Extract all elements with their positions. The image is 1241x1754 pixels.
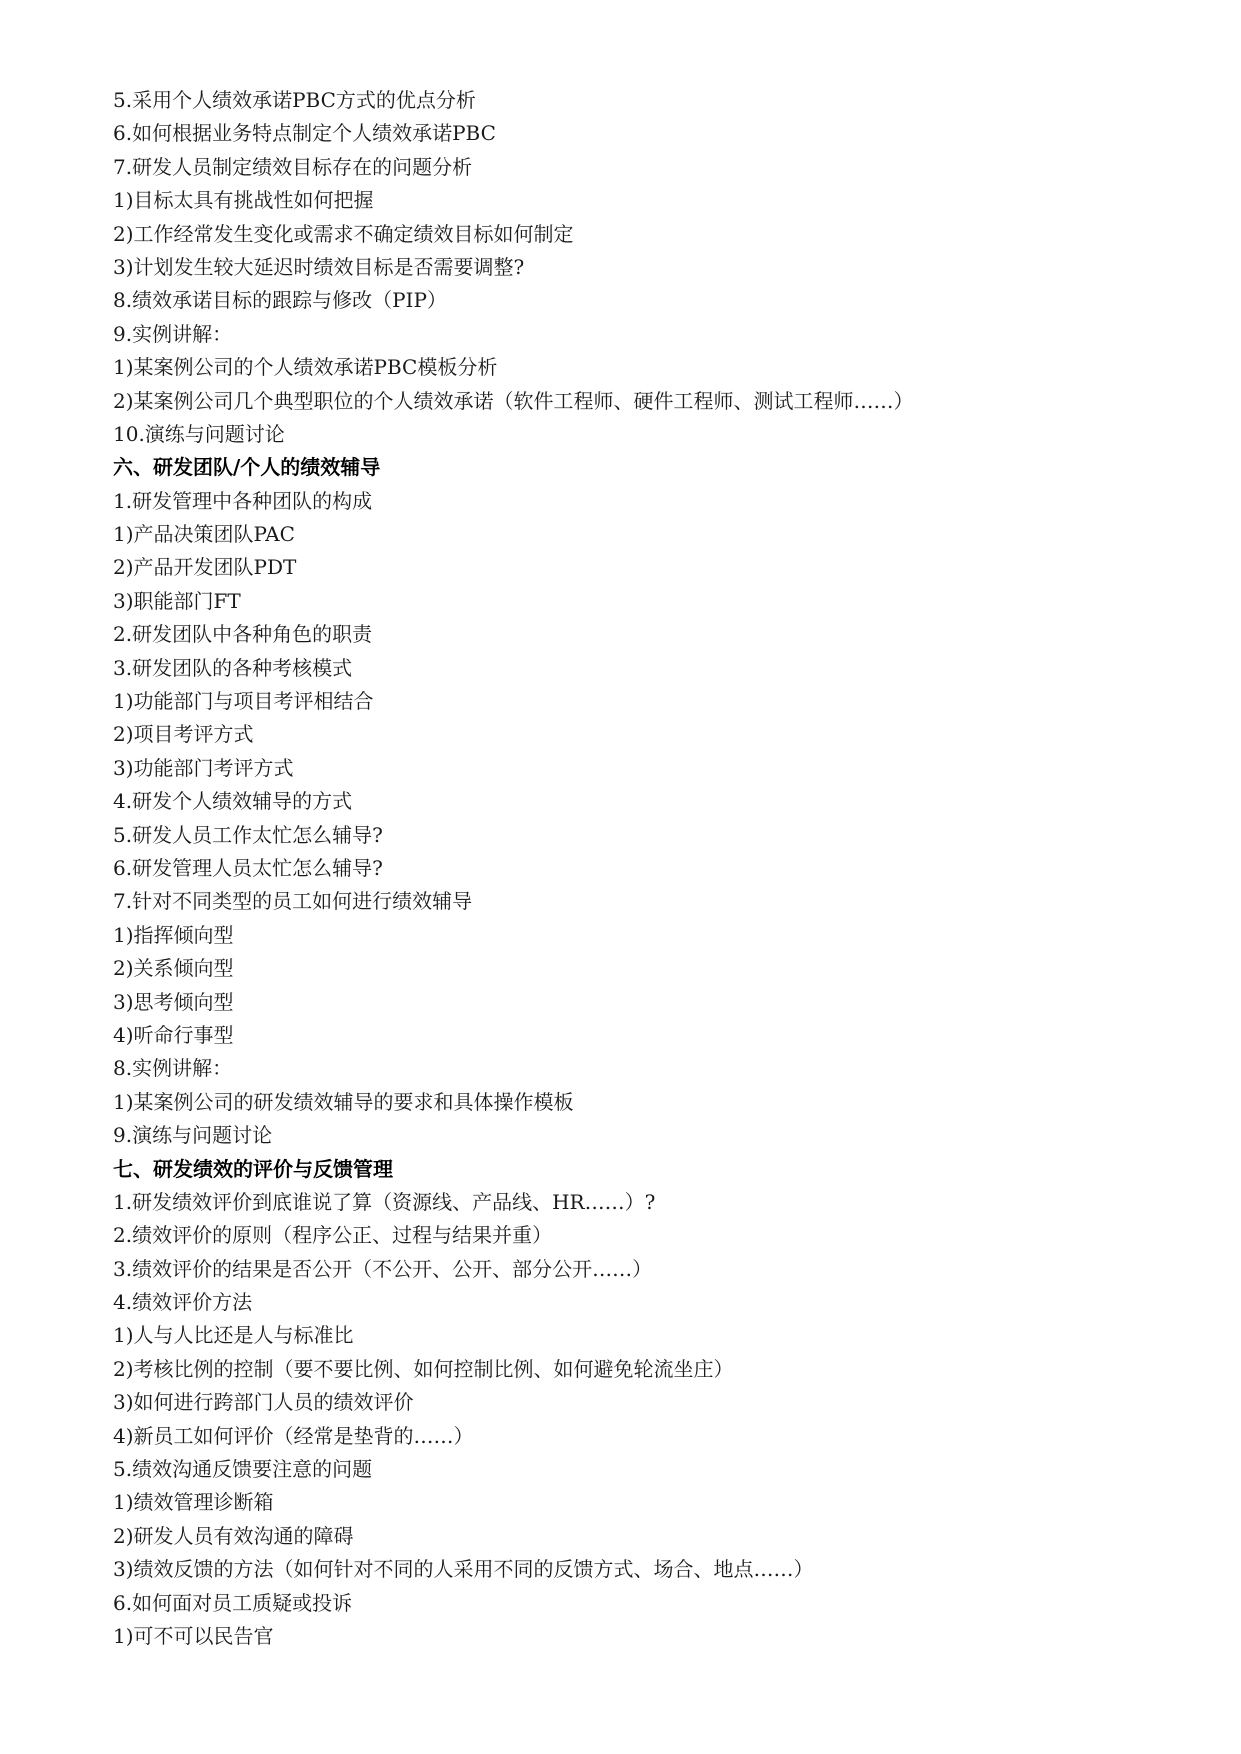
outline-item: 2)产品开发团队PDT <box>113 555 297 580</box>
outline-item: 1)产品决策团队PAC <box>113 522 295 547</box>
outline-item: 2)研发人员有效沟通的障碍 <box>113 1523 354 1548</box>
outline-item: 6.研发管理人员太忙怎么辅导? <box>113 855 383 880</box>
section-heading: 六、研发团队/个人的绩效辅导 <box>113 455 381 480</box>
outline-item: 2.研发团队中各种角色的职责 <box>113 622 373 647</box>
outline-item: 3)功能部门考评方式 <box>113 755 294 780</box>
outline-item: 1.研发管理中各种团队的构成 <box>113 488 373 513</box>
outline-item: 4)听命行事型 <box>113 1022 234 1047</box>
outline-item: 3)职能部门FT <box>113 588 241 613</box>
document-body <box>113 84 1153 1653</box>
outline-item: 3)绩效反馈的方法（如何针对不同的人采用不同的反馈方式、场合、地点……） <box>113 1557 814 1582</box>
outline-item: 1)某案例公司的个人绩效承诺PBC模板分析 <box>113 355 498 380</box>
outline-item: 4.研发个人绩效辅导的方式 <box>113 789 353 814</box>
outline-item: 9.实例讲解： <box>113 321 233 346</box>
outline-item: 2)考核比例的控制（要不要比例、如何控制比例、如何避免轮流坐庄） <box>113 1356 734 1381</box>
outline-item: 6.如何面对员工质疑或投诉 <box>113 1590 353 1615</box>
outline-item: 8.绩效承诺目标的跟踪与修改（PIP） <box>113 288 447 313</box>
outline-item: 1)可不可以民告官 <box>113 1623 274 1648</box>
outline-item: 7.研发人员制定绩效目标存在的问题分析 <box>113 154 473 179</box>
outline-item: 9.演练与问题讨论 <box>113 1123 273 1148</box>
outline-item: 1)指挥倾向型 <box>113 922 234 947</box>
outline-item: 3)计划发生较大延迟时绩效目标是否需要调整? <box>113 254 525 279</box>
outline-item: 2)工作经常发生变化或需求不确定绩效目标如何制定 <box>113 221 574 246</box>
outline-item: 1)绩效管理诊断箱 <box>113 1490 274 1515</box>
outline-item: 5.采用个人绩效承诺PBC方式的优点分析 <box>113 88 476 112</box>
outline-item: 1.研发绩效评价到底谁说了算（资源线、产品线、HR……）? <box>113 1189 656 1214</box>
outline-item: 4)新员工如何评价（经常是垫背的……） <box>113 1423 474 1448</box>
section-heading: 七、研发绩效的评价与反馈管理 <box>113 1156 393 1181</box>
outline-item: 1)某案例公司的研发绩效辅导的要求和具体操作模板 <box>113 1089 574 1114</box>
outline-item: 2)关系倾向型 <box>113 956 234 981</box>
outline-item: 3.绩效评价的结果是否公开（不公开、公开、部分公开……） <box>113 1256 653 1281</box>
outline-item: 1)功能部门与项目考评相结合 <box>113 689 374 714</box>
outline-item: 6.如何根据业务特点制定个人绩效承诺PBC <box>113 121 496 146</box>
outline-item: 5.绩效沟通反馈要注意的问题 <box>113 1457 373 1482</box>
outline-item: 5.研发人员工作太忙怎么辅导? <box>113 822 383 847</box>
outline-item: 3.研发团队的各种考核模式 <box>113 655 353 680</box>
outline-item: 7.针对不同类型的员工如何进行绩效辅导 <box>113 889 473 914</box>
outline-item: 10.演练与问题讨论 <box>113 421 285 446</box>
outline-item: 8.实例讲解： <box>113 1056 233 1081</box>
outline-item: 2)项目考评方式 <box>113 722 254 747</box>
outline-item: 3)如何进行跨部门人员的绩效评价 <box>113 1390 414 1415</box>
outline-item: 3)思考倾向型 <box>113 989 234 1014</box>
outline-item: 1)目标太具有挑战性如何把握 <box>113 188 374 213</box>
outline-item: 2)某案例公司几个典型职位的个人绩效承诺（软件工程师、硬件工程师、测试工程师……） <box>113 388 914 413</box>
outline-item: 2.绩效评价的原则（程序公正、过程与结果并重） <box>113 1223 553 1248</box>
outline-item: 1)人与人比还是人与标准比 <box>113 1323 354 1348</box>
outline-item: 4.绩效评价方法 <box>113 1290 253 1315</box>
